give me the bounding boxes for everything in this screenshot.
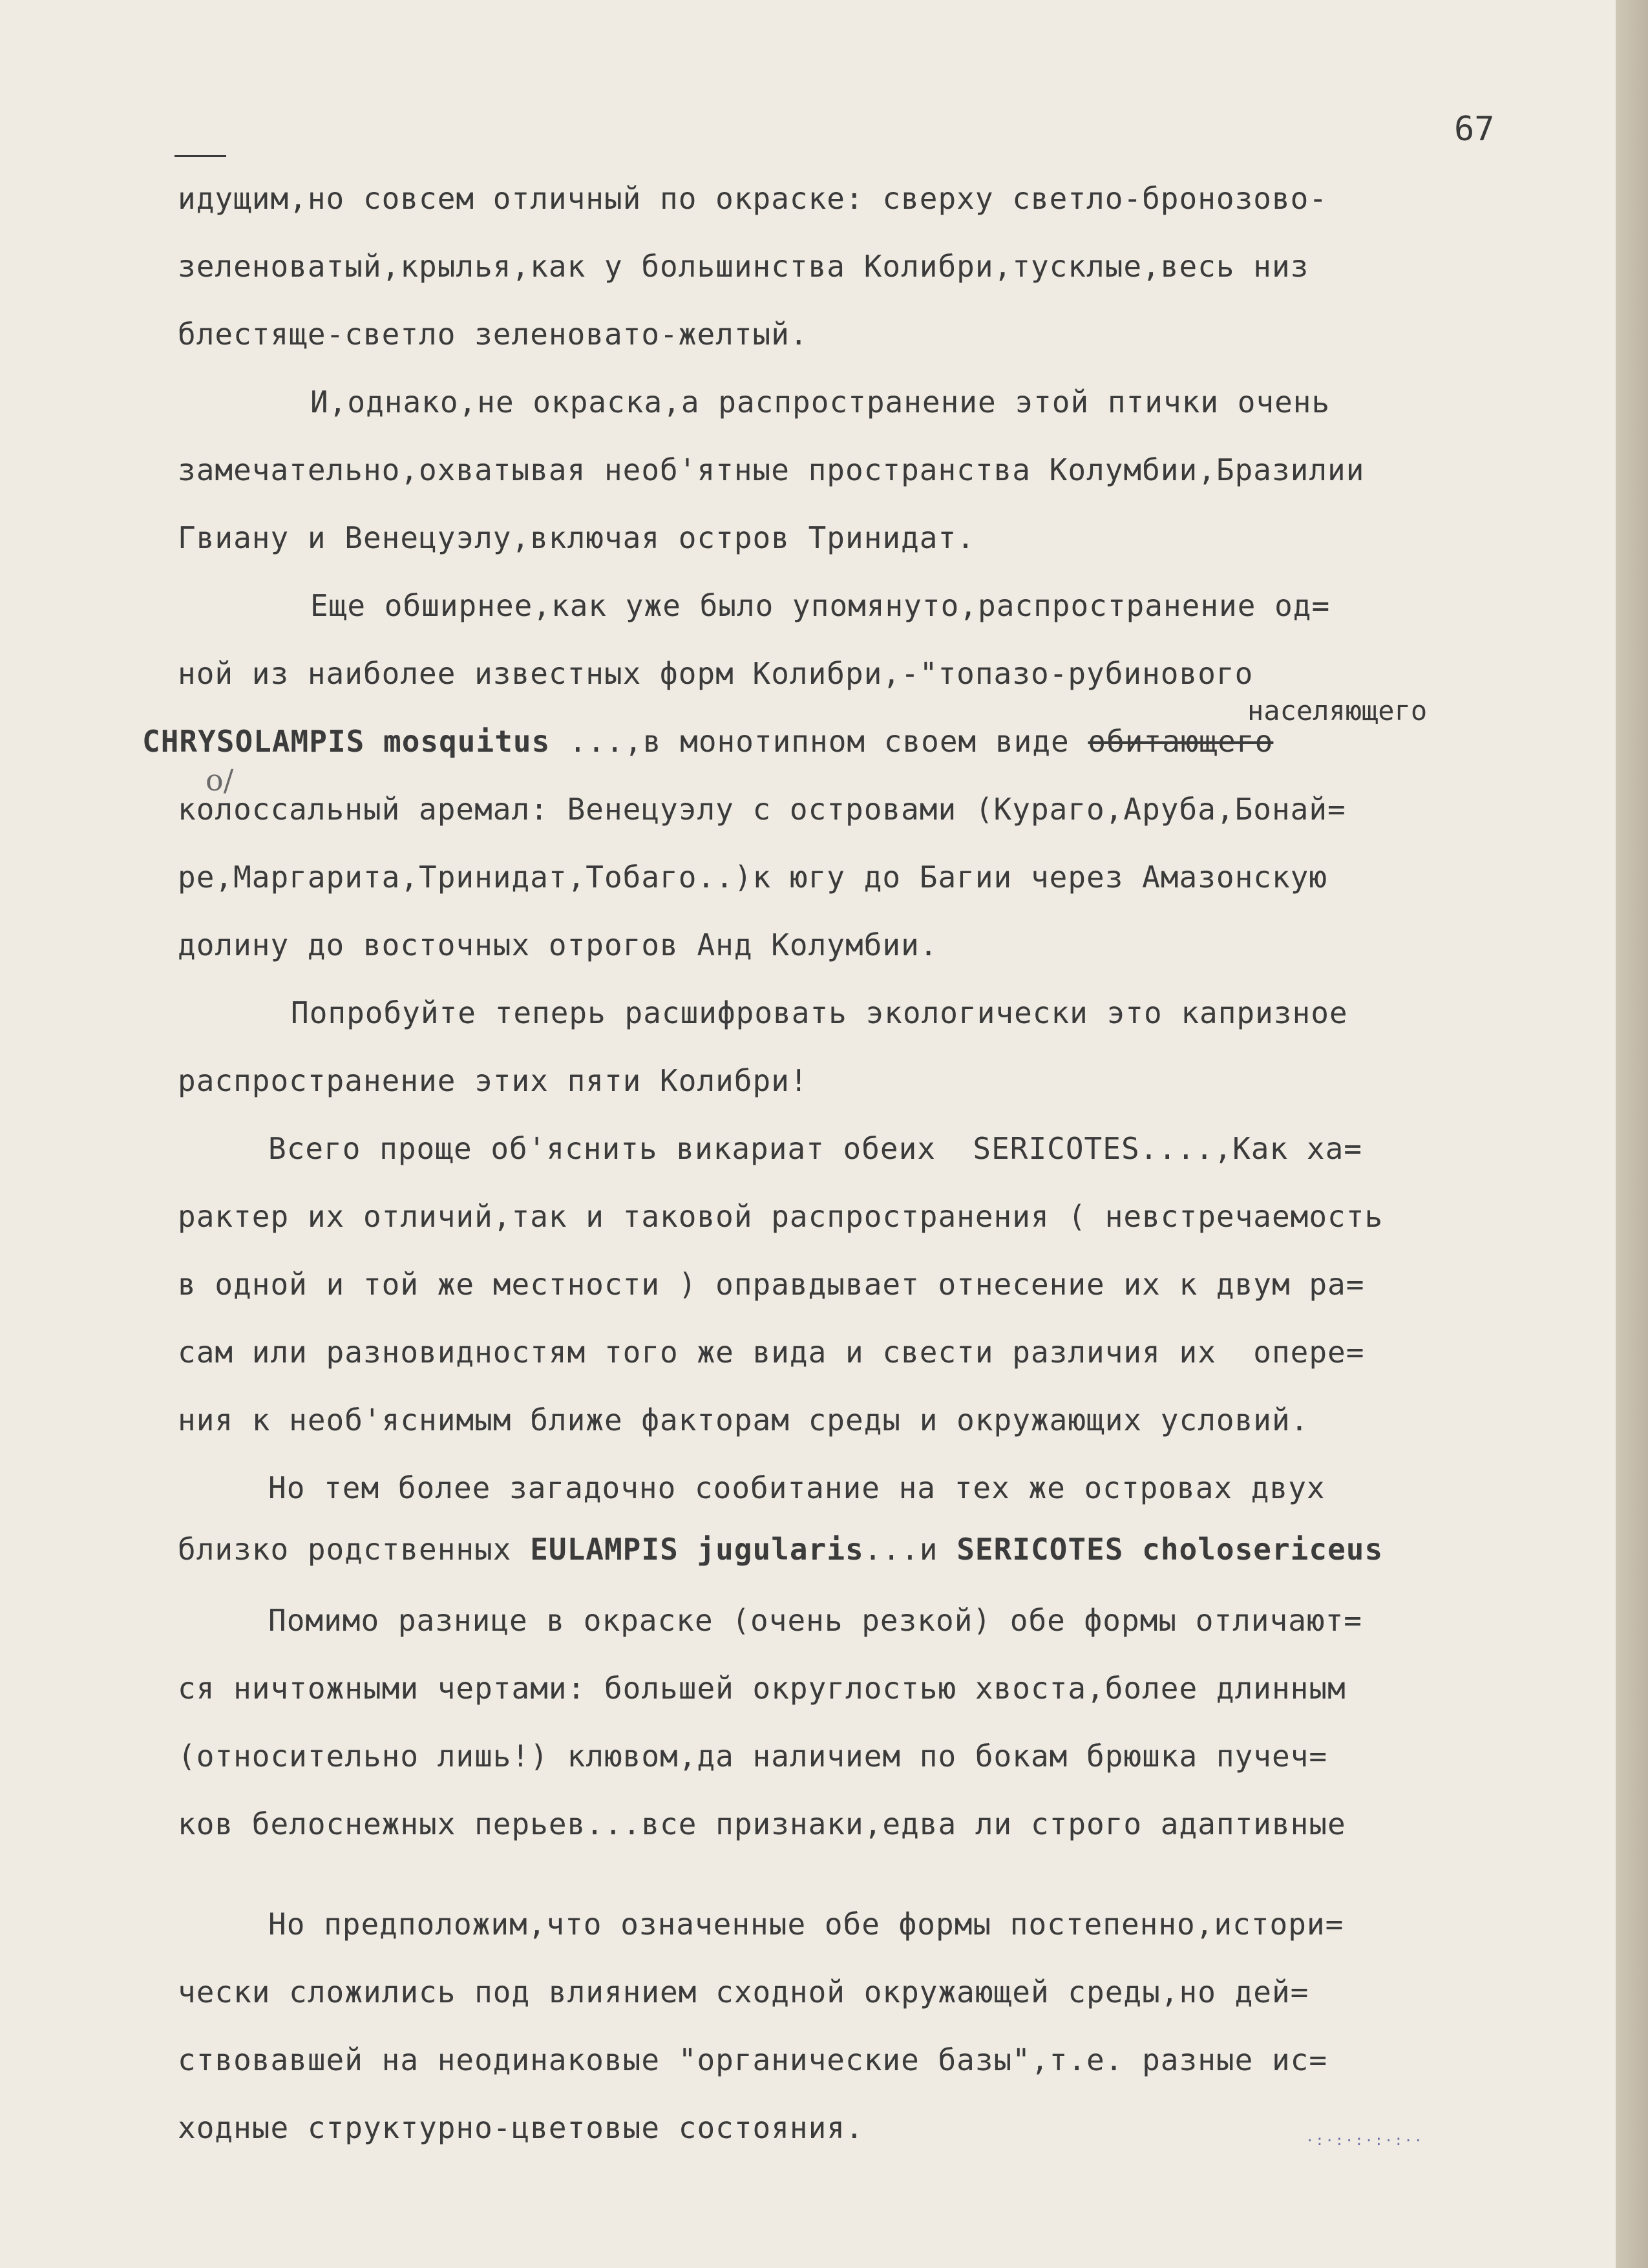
latin-name: SERICOTES cholosericeus xyxy=(956,1532,1384,1567)
text-line-28: ствовавшей на неодинаковые "органические базы",т.е. разные ис= xyxy=(178,2042,1328,2077)
latin-name: EULAMPIS jugularis xyxy=(530,1532,864,1567)
text-line-1: идущим,но совсем отличный по окраске: сверху светло-бронозово- xyxy=(178,181,1328,216)
text-line-22: Помимо разнице в окраске (очень резкой) обе формы отличают= xyxy=(268,1603,1362,1638)
text-line-29: ходные структурно-цветовые состояния. xyxy=(178,2110,864,2145)
line-text: близко родственных xyxy=(178,1532,531,1567)
text-line-4: И,однако,не окраска,а распространение этой птички очень xyxy=(310,385,1331,419)
text-line-14: распространение этих пяти Колибри! xyxy=(178,1063,808,1098)
text-line-24: (относительно лишь!) клювом,да наличием по бокам брюшка пучеч= xyxy=(178,1739,1328,1774)
text-line-2: зеленоватый,крылья,как у большинства Колибри,тусклые,весь низ xyxy=(178,249,1309,284)
text-line-5: замечательно,охватывая необ'ятные пространства Колумбии,Бразилии xyxy=(178,452,1365,487)
latin-name: CHRYSOLAMPIS mosquitus xyxy=(142,724,551,759)
text-line-27: чески сложились под влиянием сходной окружающей среды,но дей= xyxy=(178,1975,1309,2009)
ink-stamp-dots: ·:·:·:·:·:·· xyxy=(1305,2133,1424,2149)
text-line-18: сам или разновидностям того же вида и свести различия их опере= xyxy=(178,1335,1365,1370)
text-line-17: в одной и той же местности ) оправдывает отнесение их к двум ра= xyxy=(178,1267,1365,1302)
text-line-13: Попробуйте теперь расшифровать экологически это капризное xyxy=(291,995,1348,1030)
struck-word: обитающего xyxy=(1088,724,1274,759)
text-line-25: ков белоснежных перьев...все признаки,едва ли строго адаптивные xyxy=(178,1807,1346,1841)
line-text: ...и xyxy=(863,1532,957,1567)
inserted-word: населяющего xyxy=(1247,695,1428,726)
text-line-8: ной из наиболее известных форм Колибри,-"топазо-рубинового xyxy=(178,656,1254,691)
text-line-11: ре,Маргарита,Тринидат,Тобаго..)к югу до Багии через Амазонскую xyxy=(178,860,1328,895)
text-line-16: рактер их отличий,так и таковой распространения ( невстречаемость xyxy=(178,1199,1384,1234)
margin-dash xyxy=(174,155,226,157)
text-line-21 xyxy=(178,1532,1383,1567)
page-number: 67 xyxy=(1454,110,1495,149)
text-line-3: блестяще-светло зеленовато-желтый. xyxy=(178,317,808,352)
text-line-10: колоссальный аремал: Венецуэлу с островами (Кураго,Аруба,Бонай= xyxy=(178,792,1346,827)
text-line-7: Еще обширнее,как уже было упомянуто,распространение од= xyxy=(310,588,1331,623)
text-line-15: Всего проще об'яснить викариат обеих SERICOTES....,Как ха= xyxy=(268,1131,1362,1166)
text-line-20: Но тем более загадочно сообитание на тех же островах двух xyxy=(268,1470,1326,1505)
text-line-23: ся ничтожными чертами: большей округлостью хвоста,более длинным xyxy=(178,1671,1346,1706)
text-line-6: Гвиану и Венецуэлу,включая остров Тринидат. xyxy=(178,520,975,555)
pencil-mark: о/ xyxy=(206,763,234,798)
text-line-19: ния к необ'яснимым ближе факторам среды и окружающих условий. xyxy=(178,1403,1309,1437)
text-line-12: долину до восточных отрогов Анд Колумбии. xyxy=(178,927,938,962)
line-text: ...,в монотипном своем виде xyxy=(550,724,1088,759)
text-line-26: Но предположим,что означенные обе формы постепенно,истори= xyxy=(268,1907,1344,1942)
text-line-9 xyxy=(142,724,1273,759)
paper-edge xyxy=(1616,0,1648,2268)
